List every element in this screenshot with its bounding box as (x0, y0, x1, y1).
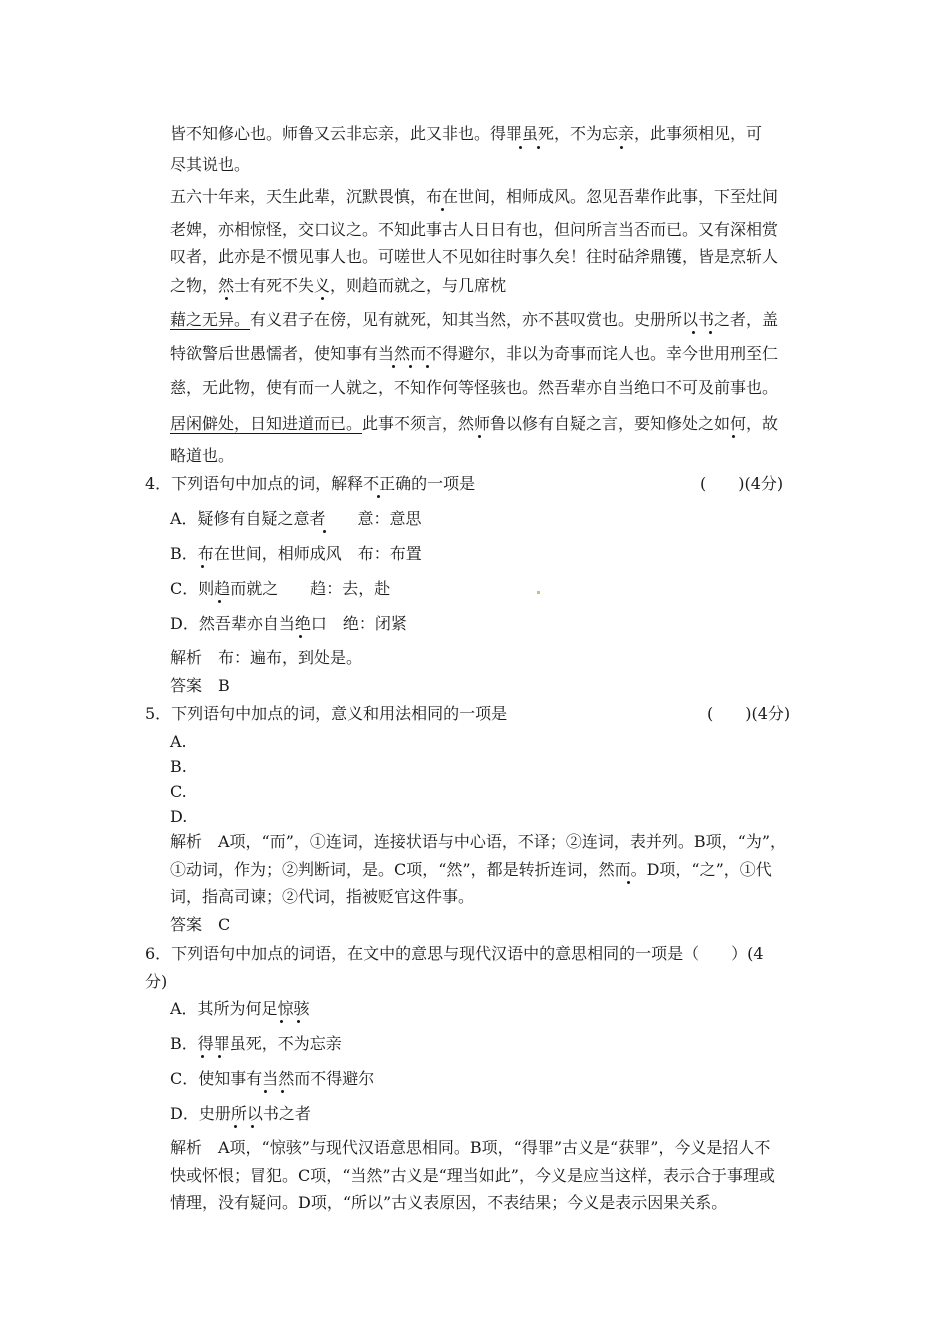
emphasis-dot (537, 146, 540, 149)
q4-option-d: D．然吾辈亦自当绝口 绝：闭紧 (170, 614, 407, 633)
q5-option-a: A. (170, 732, 187, 751)
q6-option-c: C．使知事有当然而不得避尔 (170, 1069, 375, 1088)
passage-line-4: 老婢，亦相惊怪，交口议之。不知此事古人日日有也，但问所言当否而已。又有深相赏 (170, 220, 779, 239)
emphasis-dot (519, 146, 522, 149)
emphasis-dot (218, 1055, 221, 1058)
emphasis-dot (692, 331, 695, 334)
underlined-phrase: 居闲僻处，日知进道而已。 (170, 414, 363, 433)
passage-line-7 (170, 310, 778, 330)
q6-option-d: D．史册所以书之者 (170, 1104, 311, 1123)
q6-stem: 6．下列语句中加点的词语，在文中的意思与现代汉语中的意思相同的一项是（ ）(4 (145, 944, 764, 963)
emphasis-dot (627, 881, 630, 884)
emphasis-dot (732, 435, 735, 438)
passage-text: 有义君子在傍，见有就死，知其当然，亦不甚叹赏也。史册所以书之者，盖 (250, 310, 779, 329)
q4-option-c: C．则趋而就之 趋：去，赴 (170, 579, 391, 598)
q6-option-a: A．其所为何足惊骇 (170, 999, 310, 1018)
emphasis-dot (323, 530, 326, 533)
underlined-phrase: 藉之无异。 (170, 310, 251, 329)
emphasis-dot (478, 435, 481, 438)
emphasis-dot (426, 365, 429, 368)
scan-speck (537, 591, 540, 594)
q4-stem: 4．下列语句中加点的词，解释不正确的一项是 (145, 474, 476, 493)
passage-line-6: 之物，然士有死不失义，则趋而就之，与几席枕 (170, 276, 507, 295)
q6-option-b: B．得罪虽死，不为忘亲 (170, 1034, 342, 1053)
emphasis-dot (620, 146, 623, 149)
emphasis-dot (281, 1090, 284, 1093)
emphasis-dot (297, 1020, 300, 1023)
passage-line-11: 略道也。 (170, 446, 235, 465)
q6-analysis-line-2: 快或怀恨；冒犯。C项，“当然”古义是“理当如此”，今义是应当这样，表示合于事理或 (170, 1166, 775, 1185)
q4-option-b: B．布在世间，相师成风 布：布置 (170, 544, 422, 563)
passage-line-9: 慈，无此物，使有而一人就之，不知作何等怪骇也。然吾辈亦自当绝口不可及前事也。 (170, 378, 779, 397)
q5-option-c: C. (170, 782, 187, 801)
q5-score: ( )(4分) (707, 704, 791, 723)
q5-analysis-line-1: 解析 A项，“而”，①连词，连接状语与中心语，不译；②连词，表并列。B项，“为”， (170, 832, 787, 851)
q5-analysis-line-3: 词，指高司谏；②代词，指被贬官这件事。 (170, 887, 475, 906)
emphasis-dot (409, 365, 412, 368)
passage-line-10 (170, 414, 778, 434)
emphasis-dot (709, 331, 712, 334)
q4-score: ( )(4分) (700, 474, 784, 493)
q4-analysis: 解析 布：遍布，到处是。 (170, 648, 363, 667)
emphasis-dot (218, 600, 221, 603)
emphasis-dot (299, 635, 302, 638)
emphasis-dot (201, 565, 204, 568)
q5-option-b: B. (170, 757, 187, 776)
q5-answer: 答案 C (170, 915, 231, 934)
emphasis-dot (201, 1055, 204, 1058)
emphasis-dot (264, 1090, 267, 1093)
passage-line-8: 特欲警后世愚懦者，使知事有当然而不得避尔，非以为奇事而诧人也。幸今世用刑至仁 (170, 344, 779, 363)
q6-stem-cont: 分) (145, 972, 168, 991)
emphasis-dot (225, 297, 228, 300)
q5-stem: 5．下列语句中加点的词，意义和用法相同的一项是 (145, 704, 508, 723)
q6-analysis-line-3: 情理，没有疑问。D项，“所以”古义表原因，不表结果；今义是表示因果关系。 (170, 1193, 728, 1212)
q4-answer: 答案 B (170, 676, 230, 695)
emphasis-dot (392, 365, 395, 368)
q4-option-a: A．疑修有自疑之意者 意：意思 (170, 509, 422, 528)
emphasis-dot (251, 1125, 254, 1128)
emphasis-dot (441, 208, 444, 211)
q5-option-d: D. (170, 807, 188, 826)
q5-analysis-line-2: ①动词，作为；②判断词，是。C项，“然”，都是转折连词，然而。D项，“之”，①代 (170, 860, 772, 879)
emphasis-dot (234, 1125, 237, 1128)
q6-analysis-line-1: 解析 A项，“惊骇”与现代汉语意思相同。B项，“得罪”古义是“获罪”，今义是招人不 (170, 1138, 771, 1157)
emphasis-dot (321, 297, 324, 300)
emphasis-dot (377, 495, 380, 498)
passage-line-2: 尽其说也。 (170, 155, 251, 174)
passage-line-3: 五六十年来，天生此辈，沉默畏慎，布在世间，相师成风。忽见吾辈作此事，下至灶间 (170, 187, 779, 206)
emphasis-dot (280, 1020, 283, 1023)
passage-line-1: 皆不知修心也。师鲁又云非忘亲，此又非也。得罪虽死，不为忘亲，此事须相见，可 (170, 124, 763, 143)
passage-line-5: 叹者，此亦是不惯见事人也。可嗟世人不见如往时事久矣！往时砧斧鼎镬，皆是烹斩人 (170, 247, 779, 266)
passage-text: 此事不须言，然师鲁以修有自疑之言，要知修处之如何，故 (362, 414, 779, 433)
